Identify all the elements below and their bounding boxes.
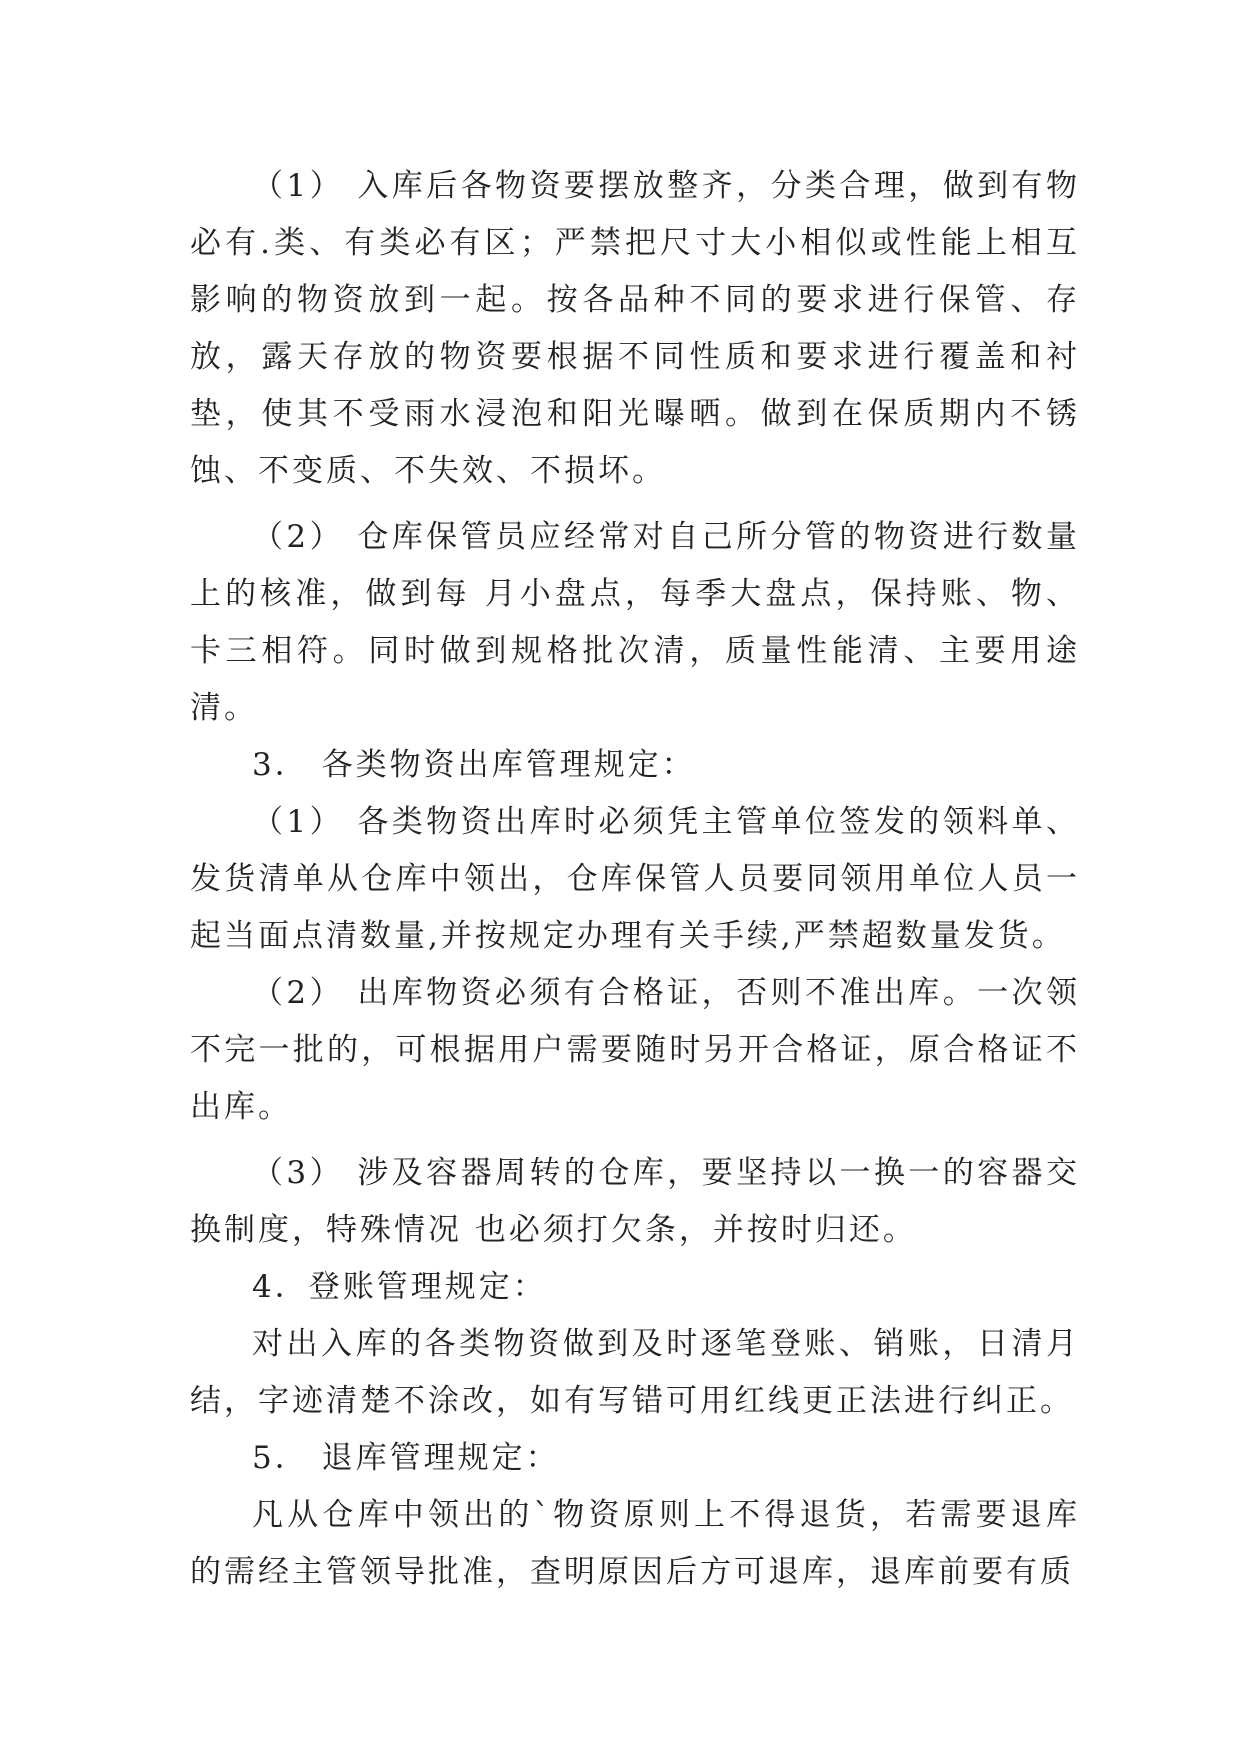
- paragraph-gap: [190, 500, 1080, 509]
- paragraph-bookkeeping: 对出入库的各类物资做到及时逐笔登账、销账，日清月结，字迹清楚不涂改，如有写错可用红线更正法进行纠正。: [190, 1326, 1080, 1419]
- section-heading-returns: 5． 退库管理规定：: [252, 1440, 560, 1476]
- paragraph-returns: 凡从仓库中领出的`物资原则上不得退货，若需要退库的需经主管领导批准，查明原因后方可退库，退库前要有质: [190, 1497, 1080, 1590]
- section-heading-bookkeeping: 4．登账管理规定：: [252, 1269, 547, 1305]
- paragraph-storage-arrangement: （1） 入库后各物资要摆放整齐，分类合理，做到有物必有.类、有类必有区；严禁把尺寸大小相似或性能上相互影响的物资放到一起。按各品种不同的要求进行保管、存放，露天存放的物资要根据不同性质和要求进行覆盖和衬垫，使其不受雨水浸泡和阳光曝晒。做到在保质期内不锈蚀、不变质、不失效、不损坏。: [190, 168, 1080, 489]
- paragraph-container-exchange: （3） 涉及容器周转的仓库，要坚持以一换一的容器交换制度，特殊情况 也必须打欠条，并按时归还。: [190, 1155, 1080, 1248]
- paragraph-gap: [190, 1136, 1080, 1145]
- paragraph-inventory-check: （2） 仓库保管员应经常对自己所分管的物资进行数量上的核准，做到每 月小盘点，每季大盘点，保持账、物、卡三相符。同时做到规格批次清，质量性能清、主要用途清。: [190, 519, 1080, 726]
- section-heading-outbound: 3． 各类物资出库管理规定：: [252, 747, 696, 783]
- paragraph-outbound-requisition: （1） 各类物资出库时必须凭主管单位签发的领料单、发货清单从仓库中领出，仓库保管人员要同领用单位人员一起当面点清数量,并按规定办理有关手续,严禁超数量发货。: [190, 804, 1080, 954]
- paragraph-outbound-certificate: （2） 出库物资必须有合格证，否则不准出库。一次领不完一批的，可根据用户需要随时另开合格证，原合格证不出库。: [190, 975, 1080, 1125]
- document-body: [190, 158, 1080, 1601]
